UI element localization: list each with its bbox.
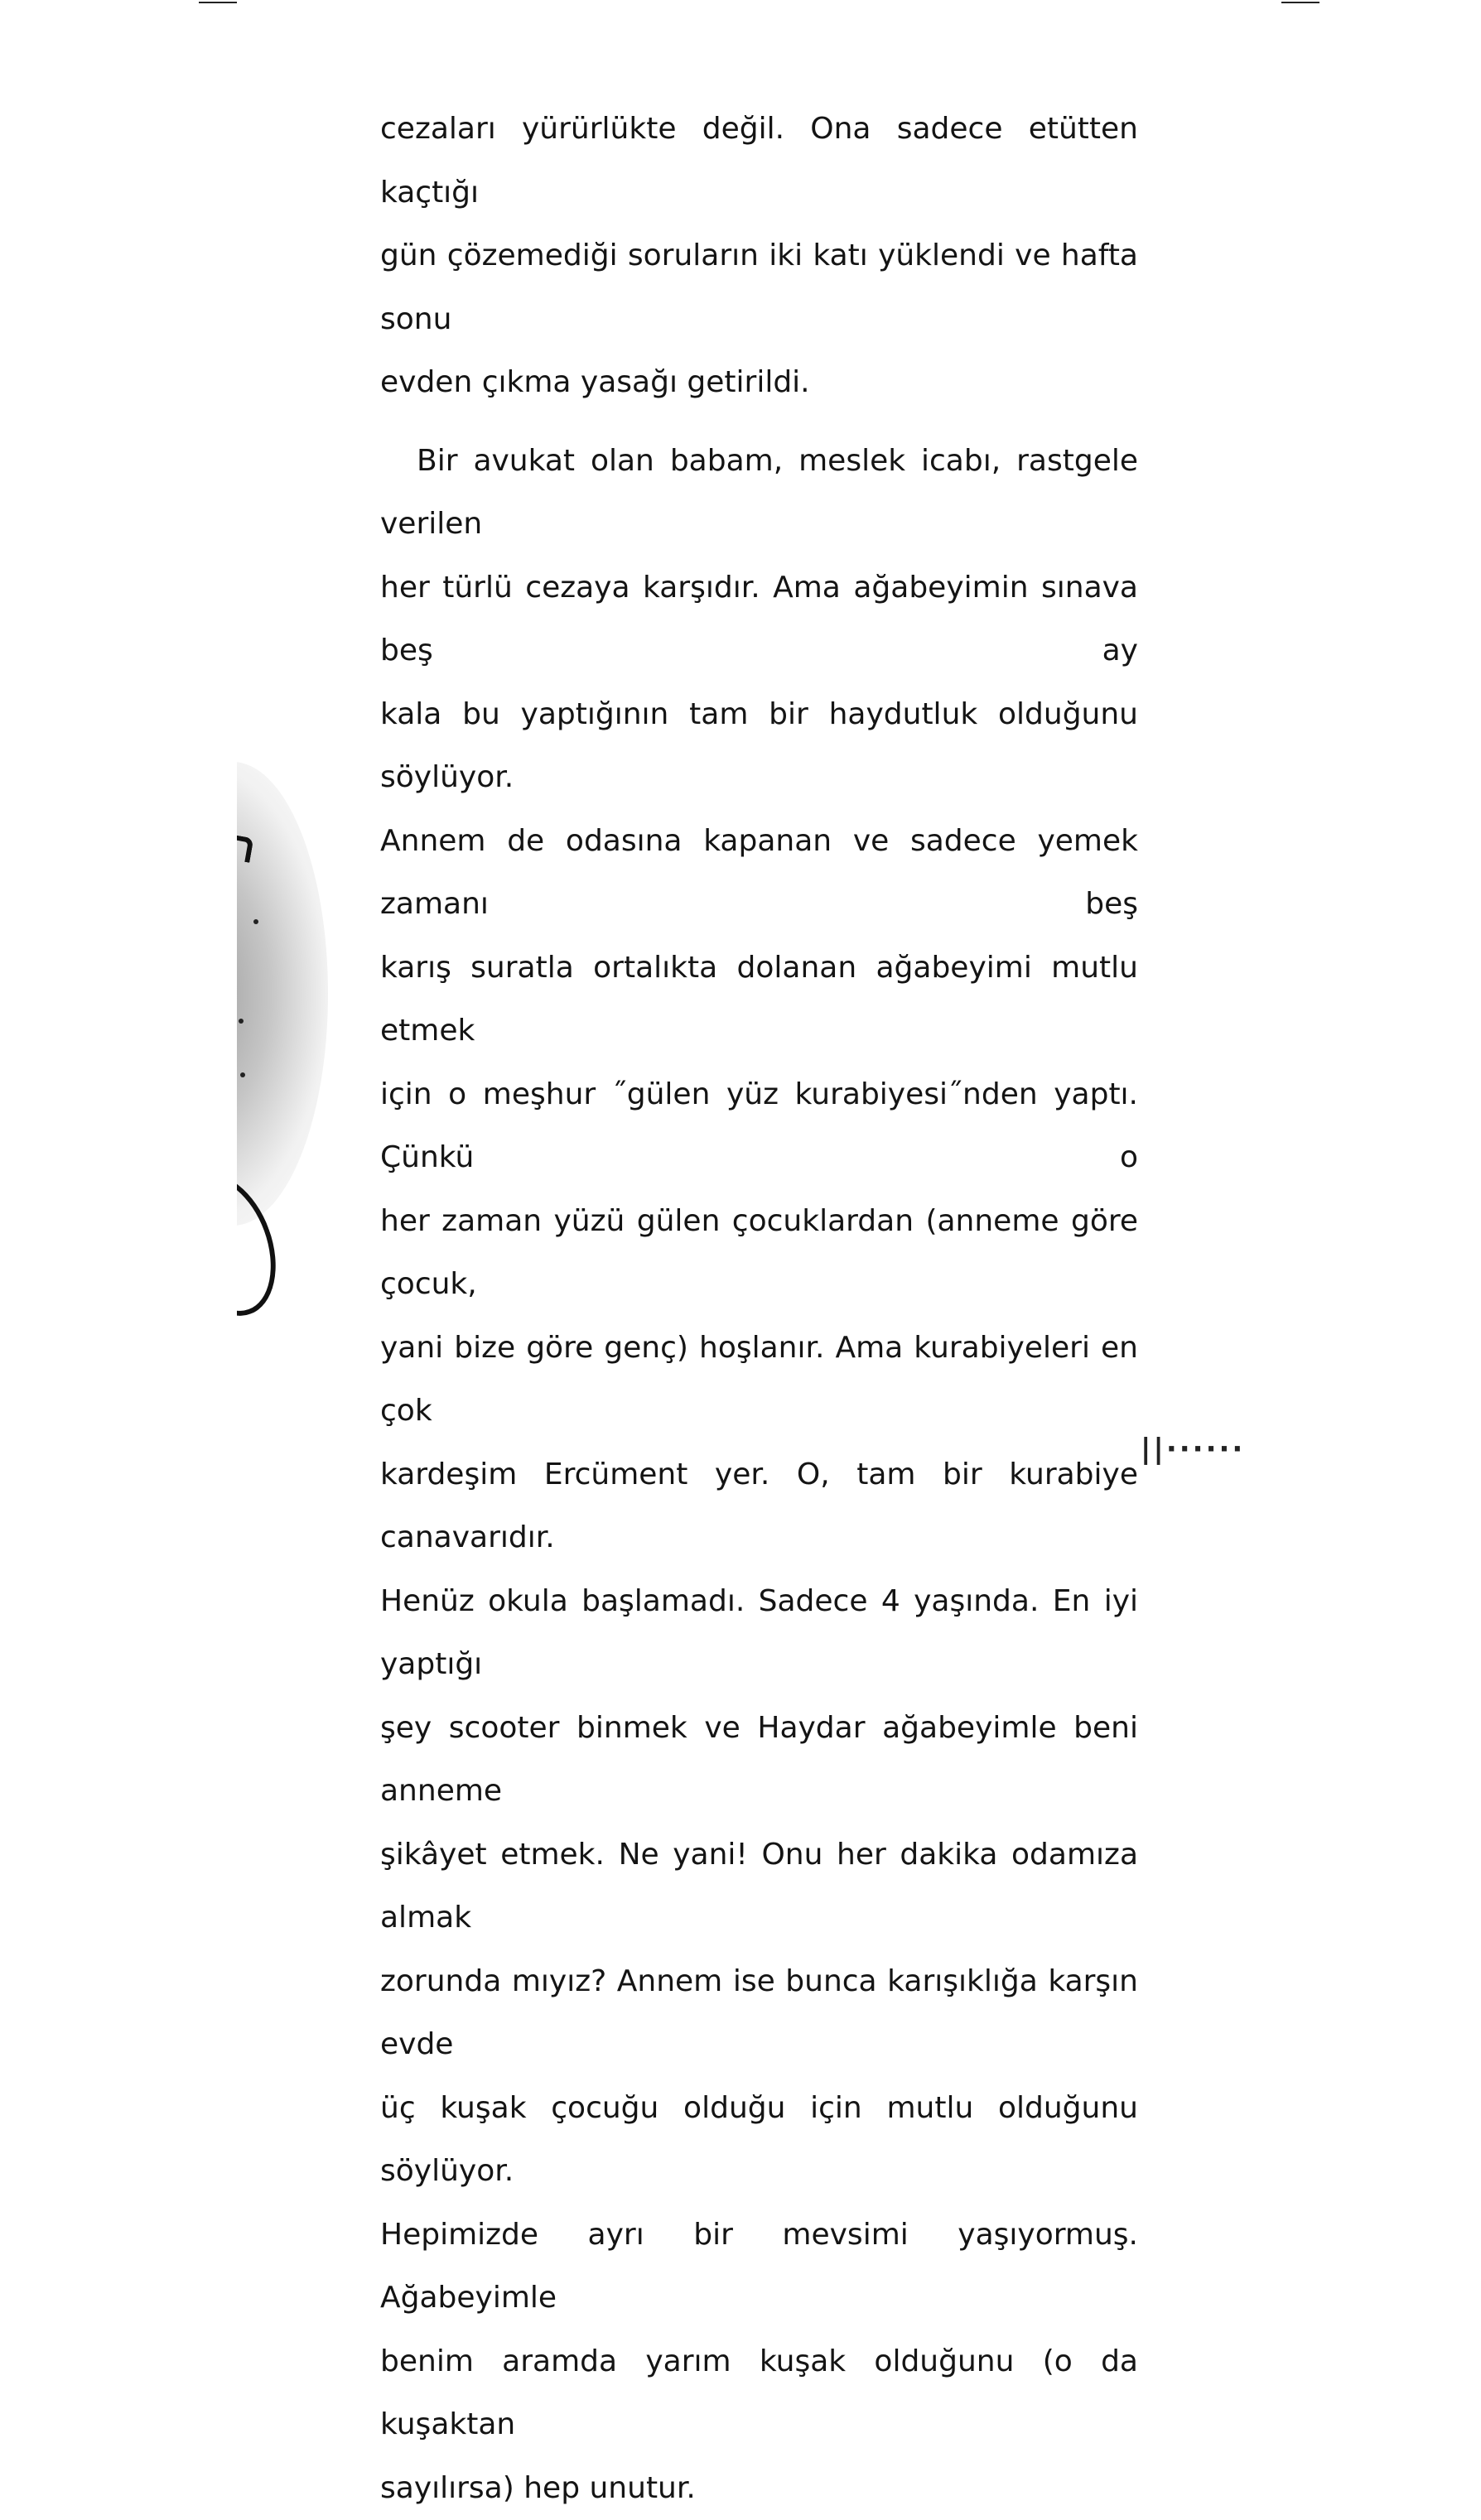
crop-mark-right bbox=[1281, 2, 1319, 3]
text-line: gün çözemediği soruların iki katı yüklendi ve hafta sonu bbox=[380, 224, 1138, 351]
text-line: zorunda mıyız? Annem ise bunca karışıklığa karşın evde bbox=[380, 1950, 1138, 2077]
crop-mark-left bbox=[199, 2, 237, 3]
page-footer-mark: ||······ bbox=[1141, 1433, 1245, 1466]
text-line: kala bu yaptığının tam bir haydutluk olduğunu söylüyor. bbox=[380, 683, 1138, 810]
paragraph bbox=[380, 98, 1138, 415]
text-line: Hepimizde ayrı bir mevsimi yaşıyormuş. Ağabeyimle bbox=[380, 2204, 1138, 2330]
text-line: cezaları yürürlükte değil. Ona sadece etütten kaçtığı bbox=[380, 98, 1138, 224]
text-line: sayılırsa) hep unutur. bbox=[380, 2457, 1138, 2520]
text-line: evden çıkma yasağı getirildi. bbox=[380, 351, 1138, 415]
text-line: karış suratla ortalıkta dolanan ağabeyimi mutlu etmek bbox=[380, 937, 1138, 1063]
ink-dot bbox=[240, 1072, 245, 1077]
body-text bbox=[380, 98, 1138, 2520]
text-line: benim aramda yarım kuşak olduğunu (o da kuşaktan bbox=[380, 2330, 1138, 2457]
text-line: Henüz okula başlamadı. Sadece 4 yaşında. En iyi yaptığı bbox=[380, 1570, 1138, 1697]
ink-dot bbox=[253, 919, 258, 924]
shaded-blob bbox=[237, 762, 328, 1226]
text-line: her zaman yüzü gülen çocuklardan (anneme göre çocuk, bbox=[380, 1190, 1138, 1317]
margin-illustration bbox=[237, 745, 353, 1325]
text-line: şey scooter binmek ve Haydar ağabeyimle beni anneme bbox=[380, 1697, 1138, 1824]
text-line: kardeşim Ercüment yer. O, tam bir kurabiye canavarıdır. bbox=[380, 1443, 1138, 1570]
text-line: Annem de odasına kapanan ve sadece yemek zamanı beş bbox=[380, 810, 1138, 937]
text-line: Bir avukat olan babam, meslek icabı, rastgele verilen bbox=[380, 430, 1138, 557]
text-line: için o meşhur ˝gülen yüz kurabiyesi˝nden yaptı. Çünkü o bbox=[380, 1063, 1138, 1190]
text-line: şikâyet etmek. Ne yani! Onu her dakika odamıza almak bbox=[380, 1824, 1138, 1950]
text-line: üç kuşak çocuğu olduğu için mutlu olduğunu söylüyor. bbox=[380, 2077, 1138, 2204]
text-line: her türlü cezaya karşıdır. Ama ağabeyimin sınava beş ay bbox=[380, 557, 1138, 683]
ink-dot bbox=[239, 1019, 244, 1024]
text-line: yani bize göre genç) hoşlanır. Ama kurabiyeleri en çok bbox=[380, 1317, 1138, 1443]
paragraph bbox=[380, 430, 1138, 2520]
